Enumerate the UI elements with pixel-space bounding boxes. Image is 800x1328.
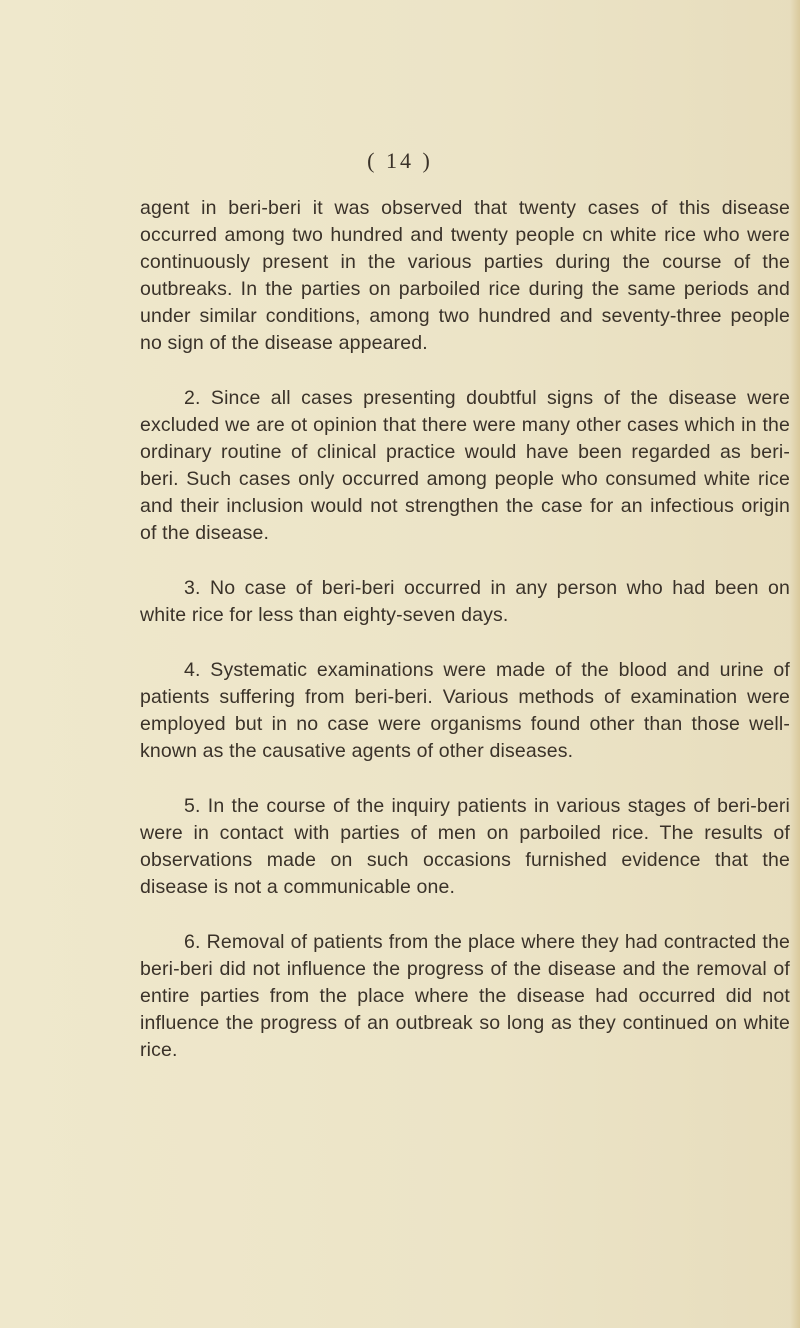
body-text — [140, 195, 790, 1064]
page-edge-shadow — [790, 0, 800, 1328]
paragraph-5: 5. In the course of the inquiry patients in various stages of beri-beri were in contact with parties of men on parboiled rice. The results of observations made on such occasions furnished evidence that the disease is not a communicable one. — [140, 795, 790, 898]
paragraph-6: 6. Removal of patients from the place where they had contracted the beri-beri did not influence the progress of the disease and the removal of entire parties from the place where the disease had occurred did not influence the progress of an outbreak so long as they continued on white rice. — [140, 931, 790, 1061]
paragraph-2: 2. Since all cases presenting doubtful signs of the disease were excluded we are ot opinion that there were many other cases which in the ordinary routine of clinical practice would have been regarded as beri-beri. Such cases only occurred among people who consumed white rice and their inclusion would not strengthen the case for an infectious origin of the disease. — [140, 387, 790, 544]
paragraph-continued: agent in beri-beri it was observed that twenty cases of this disease occurred among two hundred and twenty people cn white rice who were continuously present in the various parties during the course of the outbreaks. In the parties on parboiled rice during the same periods and under similar conditions, among two hundred and seventy-three people no sign of the disease appeared. — [140, 197, 790, 354]
paragraph-4: 4. Systematic examinations were made of the blood and urine of patients suffering from beri-beri. Various methods of examination were employed but in no case were organisms found other than those well-known as the causative agents of other diseases. — [140, 659, 790, 762]
page-number: ( 14 ) — [367, 148, 433, 173]
paragraph-3: 3. No case of beri-beri occurred in any person who had been on white rice for less than eighty-seven days. — [140, 577, 790, 626]
